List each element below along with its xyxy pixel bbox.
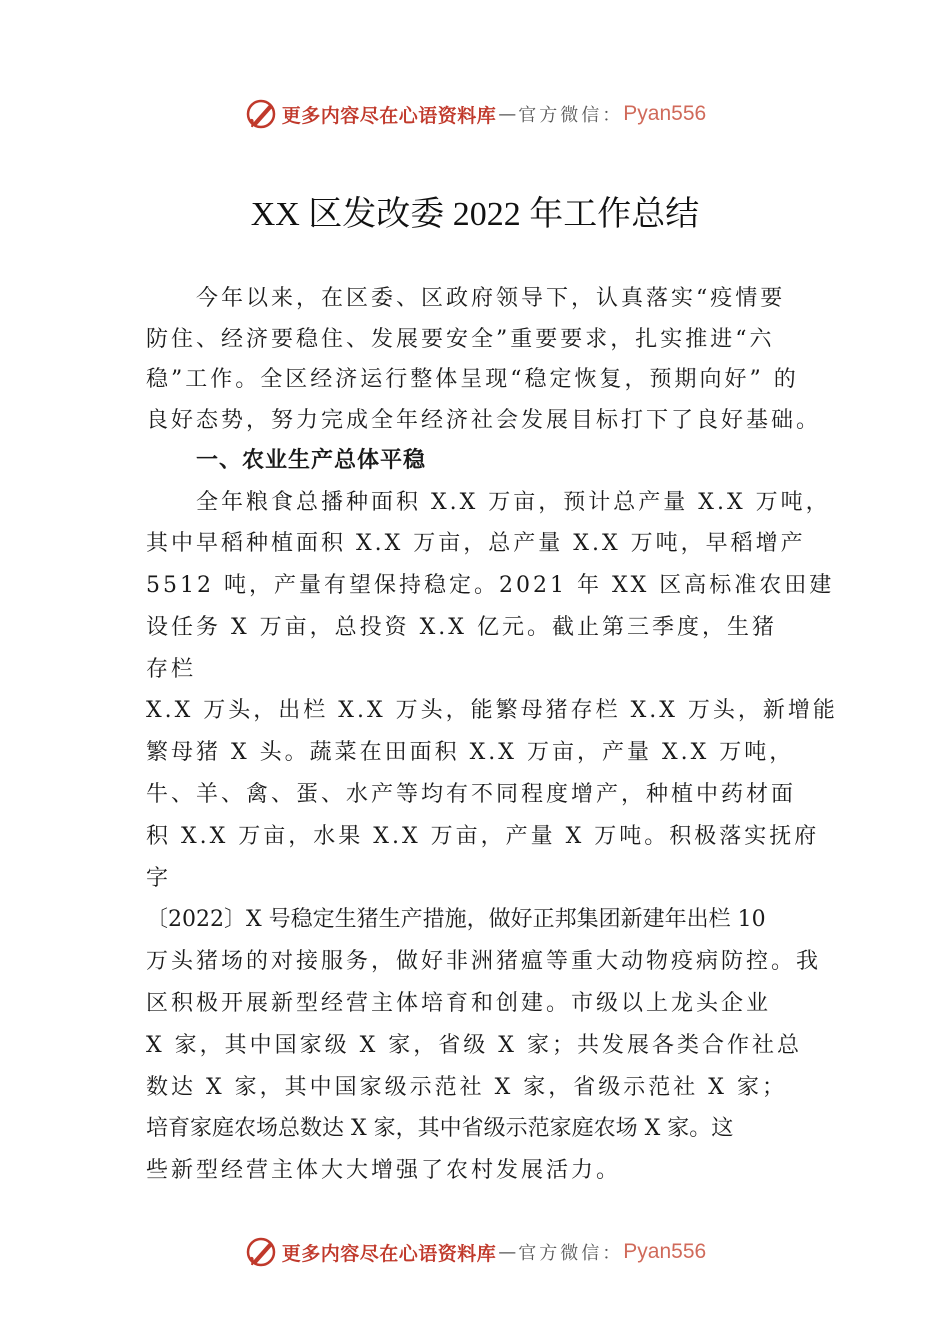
banner-wechat-label: 官方微信： [518,1243,624,1264]
banner-text: 更多内容尽在心语资料库 [281,104,497,127]
text-line: 些新型经营主体大大增强了农村发展活力。 [146,1158,622,1184]
text-line: 全年粮食总播种面积 X.X 万亩，预计总产量 X.X 万吨， [196,489,831,515]
banner-text: 更多内容尽在心语资料库 [281,1242,497,1265]
paragraph-intro [146,279,836,441]
text-line: 5512 吨，产量有望保持稳定。2021 年 XX 区高标准农田建 [146,573,835,599]
header-banner [0,94,950,134]
text-line: 防住、经济要稳住、发展要安全”重要要求，扎实推进“六 [146,326,775,352]
document-body [146,279,836,1192]
text-line: X.X 万头，出栏 X.X 万头，能繁母猪存栏 X.X 万头，新增能 [146,698,838,724]
banner-wechat-id: Pyan556 [623,1240,707,1263]
text-line: 良好态势，努力完成全年经济社会发展目标打下了良好基础。 [146,407,822,433]
text-line: 设任务 X 万亩，总投资 X.X 亿元。截止第三季度，生猪 [146,614,777,640]
text-line: 培育家庭农场总数达 X 家，其中省级示范家庭农场 X 家。这 [146,1116,734,1142]
text-line: 其中早稻种植面积 X.X 万亩，总产量 X.X 万吨，早稻增产 [146,531,806,557]
text-line: 万头猪场的对接服务，做好非洲猪瘟等重大动物疫病防控。我 [146,949,822,975]
text-line: 字 [146,865,172,891]
pen-circle-logo-icon [244,97,278,131]
text-line: 〔2022〕X 号稳定生猪生产措施，做好正邦集团新建年出栏 10 [146,907,766,933]
text-line: 存栏 [146,656,197,682]
text-line: 数达 X 家，其中国家级示范社 X 家，省级示范社 X 家； [146,1074,787,1100]
footer-banner [0,1232,950,1272]
text-line: 稳”工作。全区经济运行整体呈现“稳定恢复，预期向好” 的 [146,367,799,392]
text-line: 区积极开展新型经营主体培育和创建。市级以上龙头企业 [146,991,772,1017]
text-line: 牛、羊、禽、蛋、水产等均有不同程度增产，种植中药材面 [146,782,797,808]
document-title: XX 区发改委 2022 年工作总结 [250,196,700,233]
section-heading: 一、农业生产总体平稳 [196,448,427,473]
text-line: 繁母猪 X 头。蔬菜在田面积 X.X 万亩，产量 X.X 万吨， [146,740,795,766]
pen-circle-logo-icon [244,1235,278,1269]
text-line: 积 X.X 万亩，水果 X.X 万亩，产量 X 万吨。积极落实抚府 [146,823,820,849]
banner-wechat-label: 官方微信： [518,105,624,126]
text-line: X 家，其中国家级 X 家，省级 X 家；共发展各类合作社总 [146,1032,802,1058]
paragraph-agriculture [146,482,836,1193]
banner-separator: — [498,103,517,125]
banner-wechat-id: Pyan556 [623,102,707,125]
banner-separator: — [498,1241,517,1263]
text-line: 今年以来，在区委、区政府领导下，认真落实“疫情要 [196,286,786,311]
